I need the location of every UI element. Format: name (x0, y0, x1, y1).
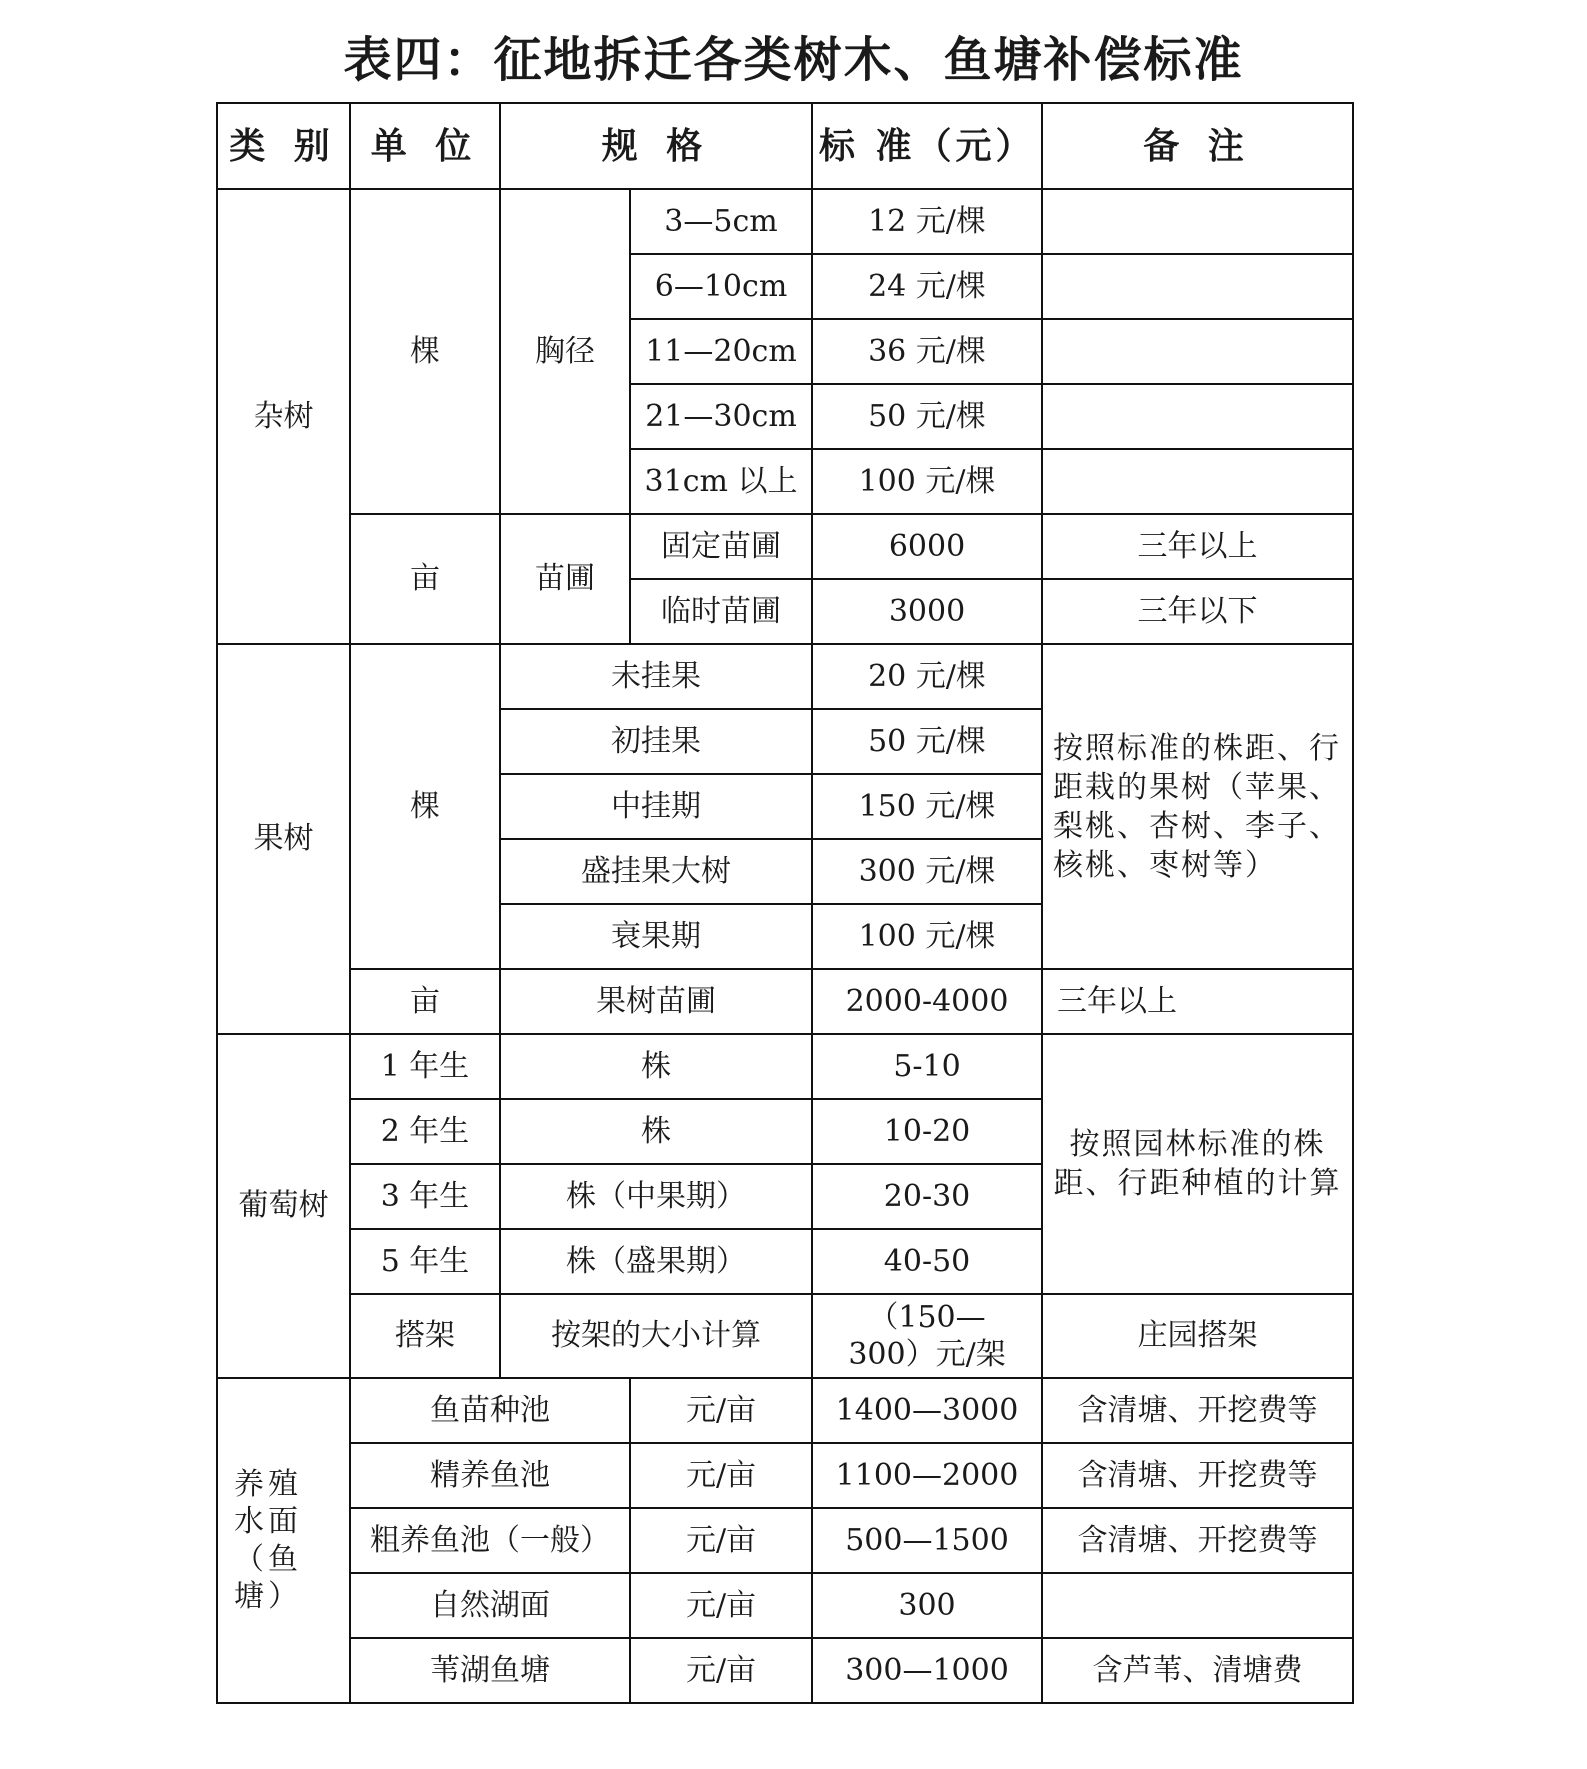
pond-name-cell: 粗养鱼池（一般） (350, 1508, 630, 1573)
standard-cell: 20 元/棵 (812, 644, 1042, 709)
unit-cell: 棵 (350, 644, 500, 969)
remark-cell: 含清塘、开挖费等 (1042, 1443, 1353, 1508)
unit-cell: 元/亩 (630, 1508, 812, 1573)
remark-cell: 按照园林标准的株距、行距种植的计算 (1042, 1034, 1353, 1294)
standard-cell: 500—1500 (812, 1508, 1042, 1573)
unit-cell: 亩 (350, 514, 500, 644)
spec-cell: 盛挂果大树 (500, 839, 812, 904)
spec-cell: 3—5cm (630, 189, 812, 254)
remark-cell (1042, 384, 1353, 449)
unit-cell: 5 年生 (350, 1229, 500, 1294)
unit-cell: 元/亩 (630, 1443, 812, 1508)
header-spec: 规 格 (500, 103, 812, 189)
header-row (217, 103, 1353, 189)
spec-cell: 31cm 以上 (630, 449, 812, 514)
standard-cell: 2000-4000 (812, 969, 1042, 1034)
table-row (217, 1378, 1353, 1443)
spec-group-cell: 胸径 (500, 189, 630, 514)
spec-cell: 按架的大小计算 (500, 1294, 812, 1378)
category-cell: 杂树 (217, 189, 350, 644)
standard-cell: 300—1000 (812, 1638, 1042, 1703)
remark-cell: 三年以上 (1042, 969, 1353, 1034)
table-row (217, 644, 1353, 709)
table-row (217, 189, 1353, 254)
spec-cell: 衰果期 (500, 904, 812, 969)
header-remark: 备 注 (1042, 103, 1353, 189)
remark-cell: 含芦苇、清塘费 (1042, 1638, 1353, 1703)
table-row (217, 1508, 1353, 1573)
remark-cell (1042, 449, 1353, 514)
spec-cell: 6—10cm (630, 254, 812, 319)
standard-cell: 100 元/棵 (812, 904, 1042, 969)
unit-cell: 元/亩 (630, 1638, 812, 1703)
spec-cell: 固定苗圃 (630, 514, 812, 579)
spec-cell: 株（盛果期） (500, 1229, 812, 1294)
pond-name-cell: 苇湖鱼塘 (350, 1638, 630, 1703)
remark-cell: 庄园搭架 (1042, 1294, 1353, 1378)
standard-cell: 10-20 (812, 1099, 1042, 1164)
spec-cell: 未挂果 (500, 644, 812, 709)
pond-name-cell: 鱼苗种池 (350, 1378, 630, 1443)
unit-cell: 元/亩 (630, 1378, 812, 1443)
table-row (217, 1443, 1353, 1508)
unit-cell: 3 年生 (350, 1164, 500, 1229)
standard-cell: 12 元/棵 (812, 189, 1042, 254)
standard-cell: 40-50 (812, 1229, 1042, 1294)
table-row (217, 514, 1353, 579)
standard-cell: 6000 (812, 514, 1042, 579)
standard-cell: 50 元/棵 (812, 384, 1042, 449)
standard-cell: 150 元/棵 (812, 774, 1042, 839)
standard-cell: 50 元/棵 (812, 709, 1042, 774)
unit-cell: 亩 (350, 969, 500, 1034)
remark-cell (1042, 254, 1353, 319)
spec-cell: 株 (500, 1099, 812, 1164)
pond-name-cell: 自然湖面 (350, 1573, 630, 1638)
remark-cell: 含清塘、开挖费等 (1042, 1378, 1353, 1443)
unit-cell: 元/亩 (630, 1573, 812, 1638)
spec-cell: 临时苗圃 (630, 579, 812, 644)
header-category: 类 别 (217, 103, 350, 189)
remark-cell (1042, 319, 1353, 384)
standard-cell: 3000 (812, 579, 1042, 644)
header-unit: 单 位 (350, 103, 500, 189)
unit-cell: 1 年生 (350, 1034, 500, 1099)
table-row (217, 1294, 1353, 1378)
standard-cell: 36 元/棵 (812, 319, 1042, 384)
standard-cell: 20-30 (812, 1164, 1042, 1229)
category-cell: 果树 (217, 644, 350, 1034)
standard-cell: 1400—3000 (812, 1378, 1042, 1443)
standard-cell: 1100—2000 (812, 1443, 1042, 1508)
unit-cell: 2 年生 (350, 1099, 500, 1164)
header-standard: 标 准（元） (812, 103, 1042, 189)
standard-cell: 5-10 (812, 1034, 1042, 1099)
remark-cell (1042, 1573, 1353, 1638)
category-cell: 养殖水面（鱼塘） (217, 1378, 350, 1703)
standard-cell: 300 (812, 1573, 1042, 1638)
spec-cell: 11—20cm (630, 319, 812, 384)
remark-cell: 三年以上 (1042, 514, 1353, 579)
compensation-table (216, 102, 1354, 1704)
pond-name-cell: 精养鱼池 (350, 1443, 630, 1508)
spec-cell: 株（中果期） (500, 1164, 812, 1229)
standard-cell: （150—300）元/架 (812, 1294, 1042, 1378)
standard-cell: 300 元/棵 (812, 839, 1042, 904)
remark-cell: 含清塘、开挖费等 (1042, 1508, 1353, 1573)
table-row (217, 1638, 1353, 1703)
spec-cell: 果树苗圃 (500, 969, 812, 1034)
spec-cell: 21—30cm (630, 384, 812, 449)
category-cell: 葡萄树 (217, 1034, 350, 1378)
table-row (217, 969, 1353, 1034)
unit-cell: 棵 (350, 189, 500, 514)
spec-group-cell: 苗圃 (500, 514, 630, 644)
table-row (217, 1034, 1353, 1099)
remark-cell: 三年以下 (1042, 579, 1353, 644)
table-row (217, 1573, 1353, 1638)
remark-cell (1042, 189, 1353, 254)
spec-cell: 初挂果 (500, 709, 812, 774)
page-title: 表四：征地拆迁各类树木、鱼塘补偿标准 (343, 32, 1244, 88)
standard-cell: 100 元/棵 (812, 449, 1042, 514)
remark-cell: 按照标准的株距、行距栽的果树（苹果、梨桃、杏树、李子、核桃、枣树等） (1042, 644, 1353, 969)
standard-cell: 24 元/棵 (812, 254, 1042, 319)
unit-cell: 搭架 (350, 1294, 500, 1378)
spec-cell: 中挂期 (500, 774, 812, 839)
spec-cell: 株 (500, 1034, 812, 1099)
